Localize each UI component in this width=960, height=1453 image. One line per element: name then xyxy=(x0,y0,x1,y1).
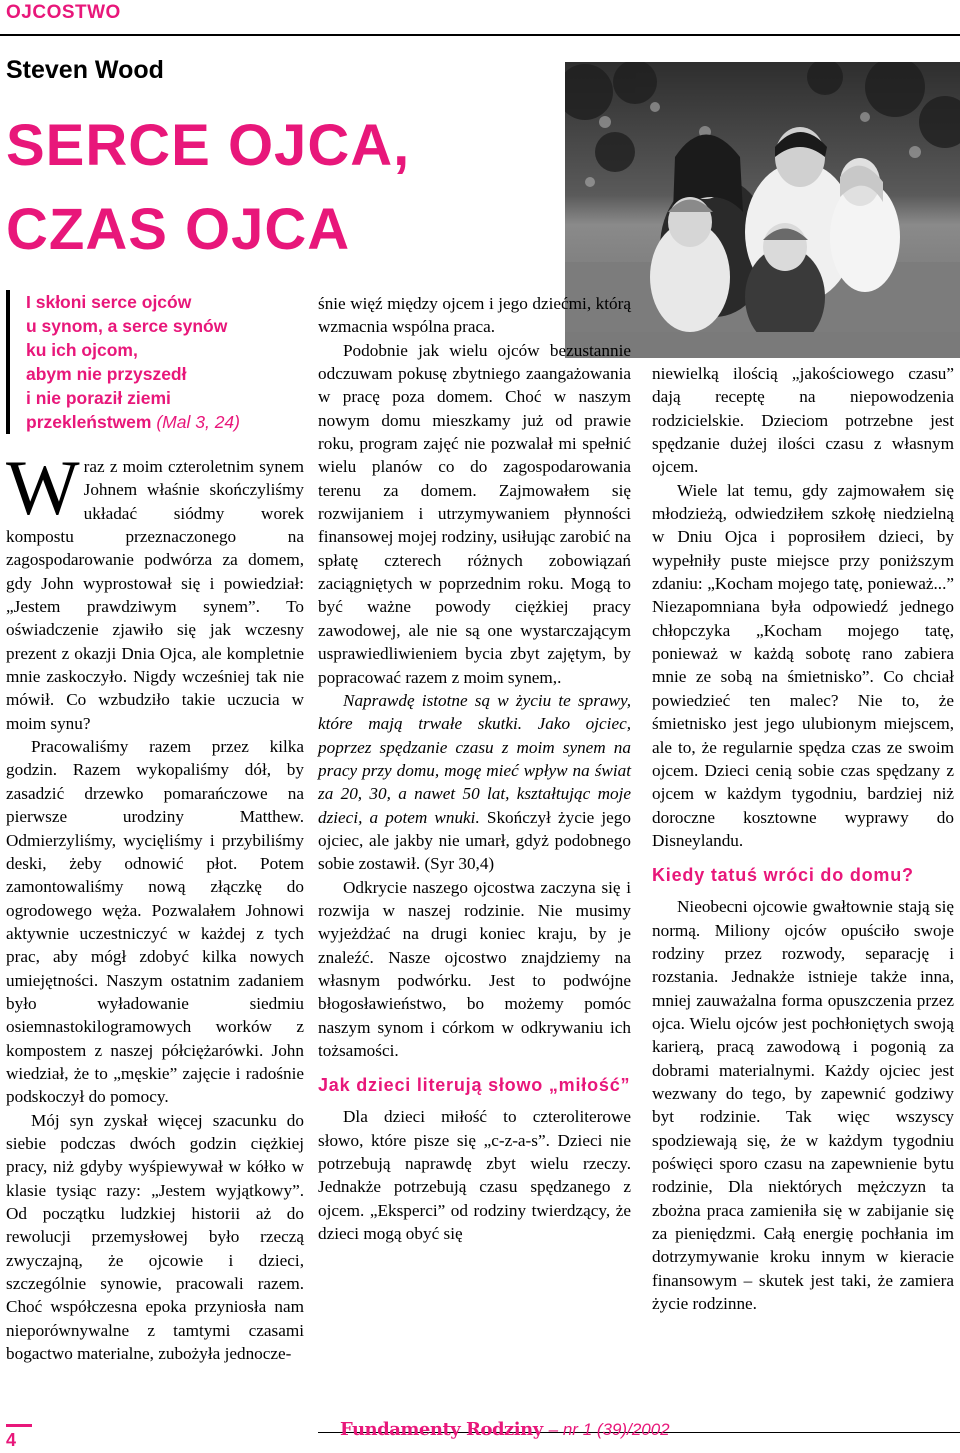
paragraph xyxy=(318,689,631,876)
subheading: Jak dzieci literują słowo „miłość” xyxy=(318,1075,631,1096)
article-column-3 xyxy=(652,362,954,1315)
pull-quote-line: ku ich ojcom, xyxy=(26,340,138,360)
paragraph: Odkrycie naszego ojcostwa zaczyna się i rozwija w naszej rodzinie. Nie musimy wyjeżdżać na drugi koniec kraju, by je znaleźć. Nasze ojcostwo znajdziemy na własnym podwórku. Jest to podwójne błogosławieństwo, bo możemy pomóc naszym synom i córkom w odkrywaniu ich tożsamości. xyxy=(318,877,631,1060)
paragraph: śnie więź między ojcem i jego dziećmi, którą wzmacnia wspólna praca. xyxy=(318,294,631,337)
author-name: Steven Wood xyxy=(6,56,164,84)
italic-emphasis: Naprawdę istotne są w życiu te sprawy, które mają trwałe skutki. Jako ojciec, poprzez spędzanie czasu z moim synem na pracy przy domu, mogę mieć wpływ na świat za 20, 30, a nawet 50 lat, kształtując moje dzieci, a potem wnuki. xyxy=(318,690,631,827)
subheading: Kiedy tatuś wróci do domu? xyxy=(652,865,914,886)
pull-quote-line xyxy=(26,410,326,434)
paragraph-text: raz z moim czteroletnim synem Johnem właśnie skończyliśmy układać siódmy worek kompostu przeznaczonego na zagospodarowanie podwórza za domem, gdy John wyprostował się i powiedział: „Jestem prawdziwym synem”. To oświadczenie zjawiło się jak wczesny prezent z okazji Dnia Ojca, ale kompletnie mnie zaskoczyło. Nigdy wcześniej tak nie mówił. Co wzbudziło takie uczucia w moim synu? xyxy=(6,457,304,733)
pull-quote-last-word: przekleństwem xyxy=(26,412,152,432)
paragraph: Nieobecni ojcowie gwałtownie stają się normą. Miliony ojców opuściło swoje rodziny przez rozwody, separację i rozstania. Jednakże istnieje także inna, mniej zauważalna forma opuszczenia przez ojca. Wielu ojców jest pochłoniętych swoją karierą, pracą zawodową i pogonią za dobrami materialnymi. Każdy ojciec jest wezwany do tego, by zapewnić godziwy byt rodzinie. Tak więc wszyscy spodziewają się, że w każdym tygodniu poświęci sporo czasu na zapewnienie bytu rodzinie, Dla niektórych mężczyzn ta zbożna praca zamieniła się w zabijanie się za pieniędzmi. Całą energię pochłania im dotrzymywanie kroku innym w kieracie finansowym – skutek jest taki, że zamiera życie rodzinne. xyxy=(652,897,954,1314)
paragraph-text: Skończył życie jego ojciec, ale jakby nie umarł, gdyż podobnego sobie zostawił. (Syr 30,4) xyxy=(318,807,631,874)
footer-masthead xyxy=(340,1418,670,1441)
section-label: OJCOSTWO xyxy=(6,2,121,23)
paragraph: niewielką ilością „jakościowego czasu” dają receptę na niepowodzenia rodzicielskie. Dzieciom potrzebne jest spędzanie dużej ilości czasu z własnym ojcem. xyxy=(652,364,954,477)
paragraph: Dla dzieci miłość to czteroliterowe słowo, które pisze się „c-z-a-s”. Dzieci nie potrzebują naprawdę zbyt wielu rzeczy. Jednakże potrzebują czasu spędzanego z ojcem. „Eksperci” od rodziny twierdzący, że dzieci mogą obyć się xyxy=(318,1107,631,1244)
pull-quote xyxy=(6,290,326,434)
paragraph: Wiele lat temu, gdy zajmowałem się młodzieżą, odwiedziłem szkołę niedzielną w Dniu Ojca i poprosiłem dzieci, by wypełniły puste miejsce przy poniższym zdaniu: „Kocham mojego tatę, ponieważ...” Niezapomniana była odpowiedź jednego chłopczyka „Kocham mojego tatę, ponieważ w każdą sobotę rano zabiera mnie ze sobą na śmietnisko”. Co chciał powiedzieć ten malec? Nie to, że śmietnisko jest jego ulubionym miejscem, ale to, że regularnie spędza czas ze swoim ojcem. Dzieci cenią sobie czas spędzany z ojcem w każdym tygodniu, bardziej niż doroczne kosztowne wyprawy do Disneylandu. xyxy=(652,480,954,850)
page-number: 4 xyxy=(6,1430,17,1450)
article-column-1 xyxy=(6,444,304,1365)
title-line-2: CZAS OJCA xyxy=(6,197,351,262)
paragraph: Podobnie jak wielu ojców bezustannie odczuwam pokusę zbytniego zaangażowania w pracę poza domem. Choć w naszym nowym domu mieszkamy już od prawie roku, program zajęć nie pozwalał mi spełnić wielu planów co do zagospodarowania terenu za domem. Zajmowałem się rozwijaniem i utrzymywaniem płynności finansowej mojej rodziny, usiłując zarobić na spłatę czterech różnych zobowiązań zaciągniętych w poprzednim roku. Mogą to być ważne powody ciężkiej pracy zawodowej, ale nie są one wystarczającym usprawiedliwieniem bycia zbyt zajętym, by popracować razem z moim synem,. xyxy=(318,340,631,687)
pull-quote-line: u synom, a serce synów xyxy=(26,316,228,336)
title-line-1: SERCE OJCA, xyxy=(6,113,411,178)
paragraph: Mój syn zyskał więcej szacunku do siebie podczas dwóch godzin ciężkiej pracy, niż gdyby wyśpiewywał w kółko w klasie tysiąc razy: „Jestem wyjątkowy”. Od początku ludzkiej historii aż do rewolucji przemysłowej było rzeczą zwyczajną, że ojcowie i dzieci, szczególnie synowie, pracowali razem. Choć współczesna epoka przyniosła nam nieporównywalne z tamtymi czasami bogactwo materialne, zubożyła jednocze- xyxy=(6,1110,304,1364)
pull-quote-line: I skłoni serce ojców xyxy=(26,292,192,312)
scripture-reference: (Mal 3, 24) xyxy=(156,412,240,432)
section-divider xyxy=(0,34,960,36)
article-title xyxy=(6,104,566,272)
issue-number: – nr 1 (39)/2002 xyxy=(548,1420,670,1439)
paragraph xyxy=(6,444,304,735)
article-column-2 xyxy=(318,292,631,1245)
page-number-bar xyxy=(6,1424,32,1427)
paragraph: Pracowaliśmy razem przez kilka godzin. Razem wykopaliśmy dół, by zasadzić drzewko pomarańczowe na pierwsze urodziny Matthew. Odmierzyliśmy, wycięliśmy i przybiliśmy deski, żeby odnowić płot. Potem zamontowaliśmy nową złączkę do ogrodowego węża. Pozwalałem Johnowi aktywnie uczestniczyć w każdej z tych prac, aby mógł zdobyć kilka nowych umiejętności. Naszym ostatnim zadaniem było wyładowanie siedmiu osiemnastokilogramowych worków z kompostem z naszej półciężarówki. John wiedział, że to „męskie” zajęcie i radośnie podskoczył do pomocy. xyxy=(6,737,304,1107)
drop-cap: W xyxy=(6,444,80,531)
pull-quote-line: i nie poraził ziemi xyxy=(26,388,171,408)
pull-quote-line: abym nie przyszedł xyxy=(26,364,187,384)
magazine-name: Fundamenty Rodziny xyxy=(340,1419,543,1440)
